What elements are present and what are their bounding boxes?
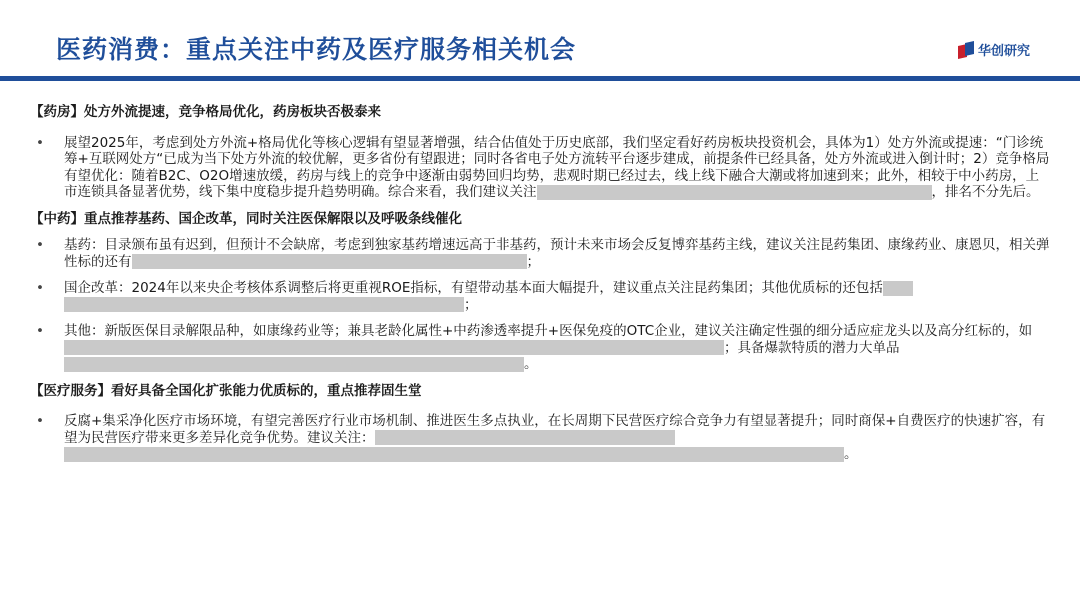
- section-medical-services: [30, 383, 1050, 463]
- bullet-text: 基药：目录颁布虽有迟到，但预计不会缺席，考虑到独家基药增速远高于非基药，预计未来市场会反复博弈基药主线，建议关注昆药集团、康缘药业、康恩贝，相关弹性标的还有: [64, 237, 1050, 270]
- bullet-tail: ；: [464, 296, 478, 313]
- bullet-icon: •: [36, 323, 44, 339]
- bullet-icon: •: [36, 413, 44, 429]
- bullet-icon: •: [36, 134, 44, 151]
- bullet-tail: ；: [526, 253, 540, 270]
- bullet-tail: ，排名不分先后。: [931, 184, 1040, 200]
- list-item: [30, 413, 1050, 463]
- header-divider: [0, 76, 1080, 81]
- slide-body: [30, 104, 1050, 463]
- brand-logo: [958, 40, 1030, 59]
- redacted-block: [64, 340, 724, 355]
- bullet-text: 其他：新版医保目录解限品种，如康缘药业等；兼具老龄化属性+中药渗透率提升+医保免疫的OTC企业，建议关注确定性强的细分适应症龙头以及高分红标的，如: [64, 323, 1033, 339]
- bullet-tail: 。: [844, 446, 858, 462]
- bullet-text: 国企改革：2024年以来央企考核体系调整后将更重视ROE指标，有望带动基本面大幅提升，建议重点关注昆药集团；其他优质标的还包括: [64, 280, 883, 296]
- bullet-text: 反腐+集采净化医疗市场环境，有望完善医疗行业市场机制、推进医生多点执业，在长周期下民营医疗综合竞争力有望显著提升；同时商保+自费医疗的快速扩容，有望为民营医疗带来更多差异化竞争优势。建议关注：: [64, 413, 1046, 446]
- redacted-block: [537, 185, 932, 200]
- brand-name: 华创研究: [978, 44, 1031, 59]
- redacted-block: [64, 297, 464, 312]
- bullet-tail: 。: [524, 356, 538, 372]
- redacted-block: [64, 447, 844, 462]
- page-title: 医药消费：重点关注中药及医疗服务相关机会: [56, 35, 577, 64]
- section-heading: 【医疗服务】看好具备全国化扩张能力优质标的，重点推荐固生堂: [30, 382, 422, 399]
- bullet-mid: ；具备爆款特质的潜力大单品: [724, 339, 900, 356]
- redacted-block: [375, 430, 675, 445]
- section-heading: 【药房】处方外流提速，竞争格局优化，药房板块否极泰来: [30, 104, 381, 120]
- redacted-block: [883, 281, 913, 296]
- brand-logo-mark: [958, 42, 974, 58]
- list-item: [30, 323, 1050, 373]
- bullet-icon: •: [36, 280, 44, 296]
- list-item: [30, 280, 1050, 313]
- redacted-block: [132, 254, 527, 269]
- list-item: [30, 135, 1050, 201]
- section-heading: 【中药】重点推荐基药、国企改革，同时关注医保解限以及呼吸条线催化: [30, 210, 462, 227]
- section-tcm: [30, 211, 1050, 373]
- bullet-icon: •: [36, 237, 44, 253]
- bullet-text: 展望2025年，考虑到处方外流+格局优化等核心逻辑有望显著增强，结合估值处于历史底部，我们坚定看好药房板块投资机会，具体为1）处方外流或提速：“门诊统筹+互联网处方“已成为当下处方外流的较优解，更多省份有望跟进；同时各省电子处方流转平台逐步建成，前提条件已经具备，处方外流或进入倒计时；2）竞争格局有望优化：随着B2C、O2O增速放缓，药房与线上的竞争中逐渐由弱势回归均势，悲观时期已经过去，线上线下融合大潮或将加速到来；此外，相较于中小药房，上市连锁具备显著优势，线下集中度稳步提升趋势明确。综合来看，我们建议关注: [64, 134, 1050, 200]
- section-pharmacy: [30, 104, 1050, 201]
- list-item: [30, 237, 1050, 270]
- redacted-block: [64, 357, 524, 372]
